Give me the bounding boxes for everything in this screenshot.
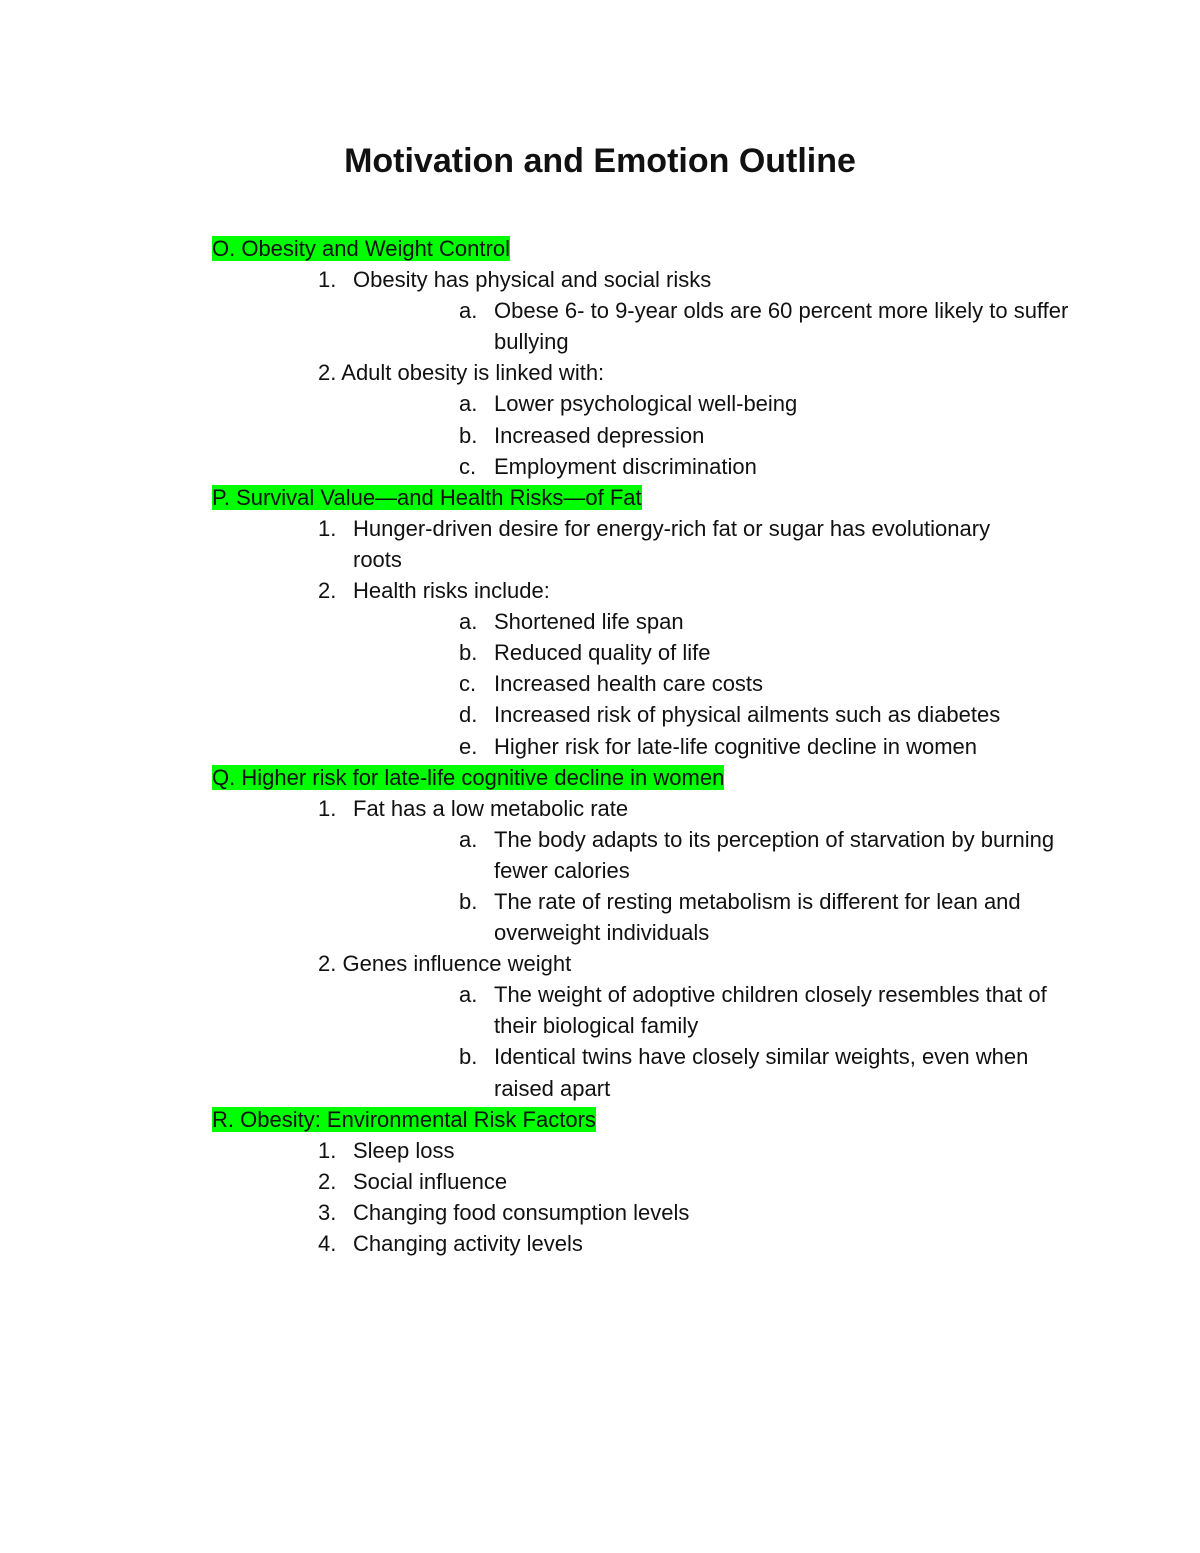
lettered-item [459,699,1069,730]
numbered-item [318,948,1043,979]
lettered-item [459,606,1069,637]
numbered-item [318,1197,1043,1228]
item-text: Identical twins have closely similar weights, even when raised apart [494,1044,1029,1101]
lettered-item [459,886,1069,948]
item-number: 3. [318,1199,337,1225]
item-text: Employment discrimination [494,453,757,479]
lettered-item [459,731,1069,762]
item-number: 2. [318,360,337,386]
item-text: Fat has a low metabolic rate [353,795,629,821]
item-letter: a. [459,298,478,324]
outline [0,233,1200,1259]
item-letter: a. [459,982,478,1008]
item-text: Changing activity levels [353,1231,583,1256]
item-number: 1. [318,795,337,821]
numbered-item [318,1135,1043,1166]
item-letter: b. [459,422,478,448]
numbered-item [318,357,1043,388]
numbered-item [318,264,1043,295]
item-letter: b. [459,1044,478,1070]
item-text: Reduced quality of life [494,640,711,666]
numbered-item [318,575,1043,606]
item-letter: c. [459,671,477,697]
item-text: Social influence [353,1168,508,1194]
item-number: 1. [318,1137,337,1163]
item-letter: c. [459,453,477,479]
item-text: Increased health care costs [494,671,764,697]
lettered-item [459,451,1069,482]
lettered-item [459,1041,1069,1103]
section-heading-text: Q. Higher risk for late-life cognitive decline in women [212,764,725,790]
item-text: Higher risk for late-life cognitive decline in women [494,733,977,759]
item-text: Hunger-driven desire for energy-rich fat or sugar has evolutionary roots [353,515,991,572]
item-text: Genes influence weight [342,951,572,977]
lettered-item [459,420,1069,451]
item-text: Lower psychological well-being [494,391,798,417]
lettered-item [459,388,1069,419]
item-number: 1. [318,515,337,541]
numbered-item [318,513,1043,575]
item-number: 4. [318,1231,337,1256]
lettered-item [459,295,1069,357]
item-letter: a. [459,826,478,852]
item-text: Health risks include: [353,578,550,604]
section-heading [212,1104,1200,1135]
item-text: The body adapts to its perception of starvation by burning fewer calories [494,826,1055,883]
item-letter: d. [459,702,478,728]
numbered-item [318,793,1043,824]
item-text: Sleep loss [353,1137,455,1163]
section-heading-text: O. Obesity and Weight Control [212,236,510,261]
numbered-item [318,1166,1043,1197]
item-text: The weight of adoptive children closely resembles that of their biological family [494,982,1047,1039]
numbered-item [318,1228,1043,1259]
section-heading [212,762,1200,793]
section-heading [212,233,1200,264]
item-number: 1. [318,267,337,293]
section-heading-text: P. Survival Value—and Health Risks—of Fat [212,484,642,510]
item-text: Changing food consumption levels [353,1199,690,1225]
section-heading-text: R. Obesity: Environmental Risk Factors [212,1106,596,1132]
item-text: Obese 6- to 9-year olds are 60 percent more likely to suffer bullying [494,298,1069,355]
document-title: Motivation and Emotion Outline [344,142,856,180]
item-text: Shortened life span [494,609,684,635]
lettered-item [459,668,1069,699]
item-text: The rate of resting metabolism is different for lean and overweight individuals [494,888,1021,946]
item-letter: a. [459,609,478,635]
item-letter: a. [459,391,478,417]
item-letter: e. [459,733,478,759]
lettered-item [459,637,1069,668]
item-number: 2. [318,1168,337,1194]
section-heading [212,482,1200,513]
item-letter: b. [459,888,478,914]
item-letter: b. [459,640,478,666]
item-number: 2. [318,951,337,977]
item-number: 2. [318,578,337,604]
lettered-item [459,979,1069,1041]
lettered-item [459,824,1069,886]
item-text: Increased risk of physical ailments such as diabetes [494,702,1001,728]
item-text: Adult obesity is linked with: [341,360,605,386]
item-text: Increased depression [494,422,705,448]
item-text: Obesity has physical and social risks [353,267,712,293]
